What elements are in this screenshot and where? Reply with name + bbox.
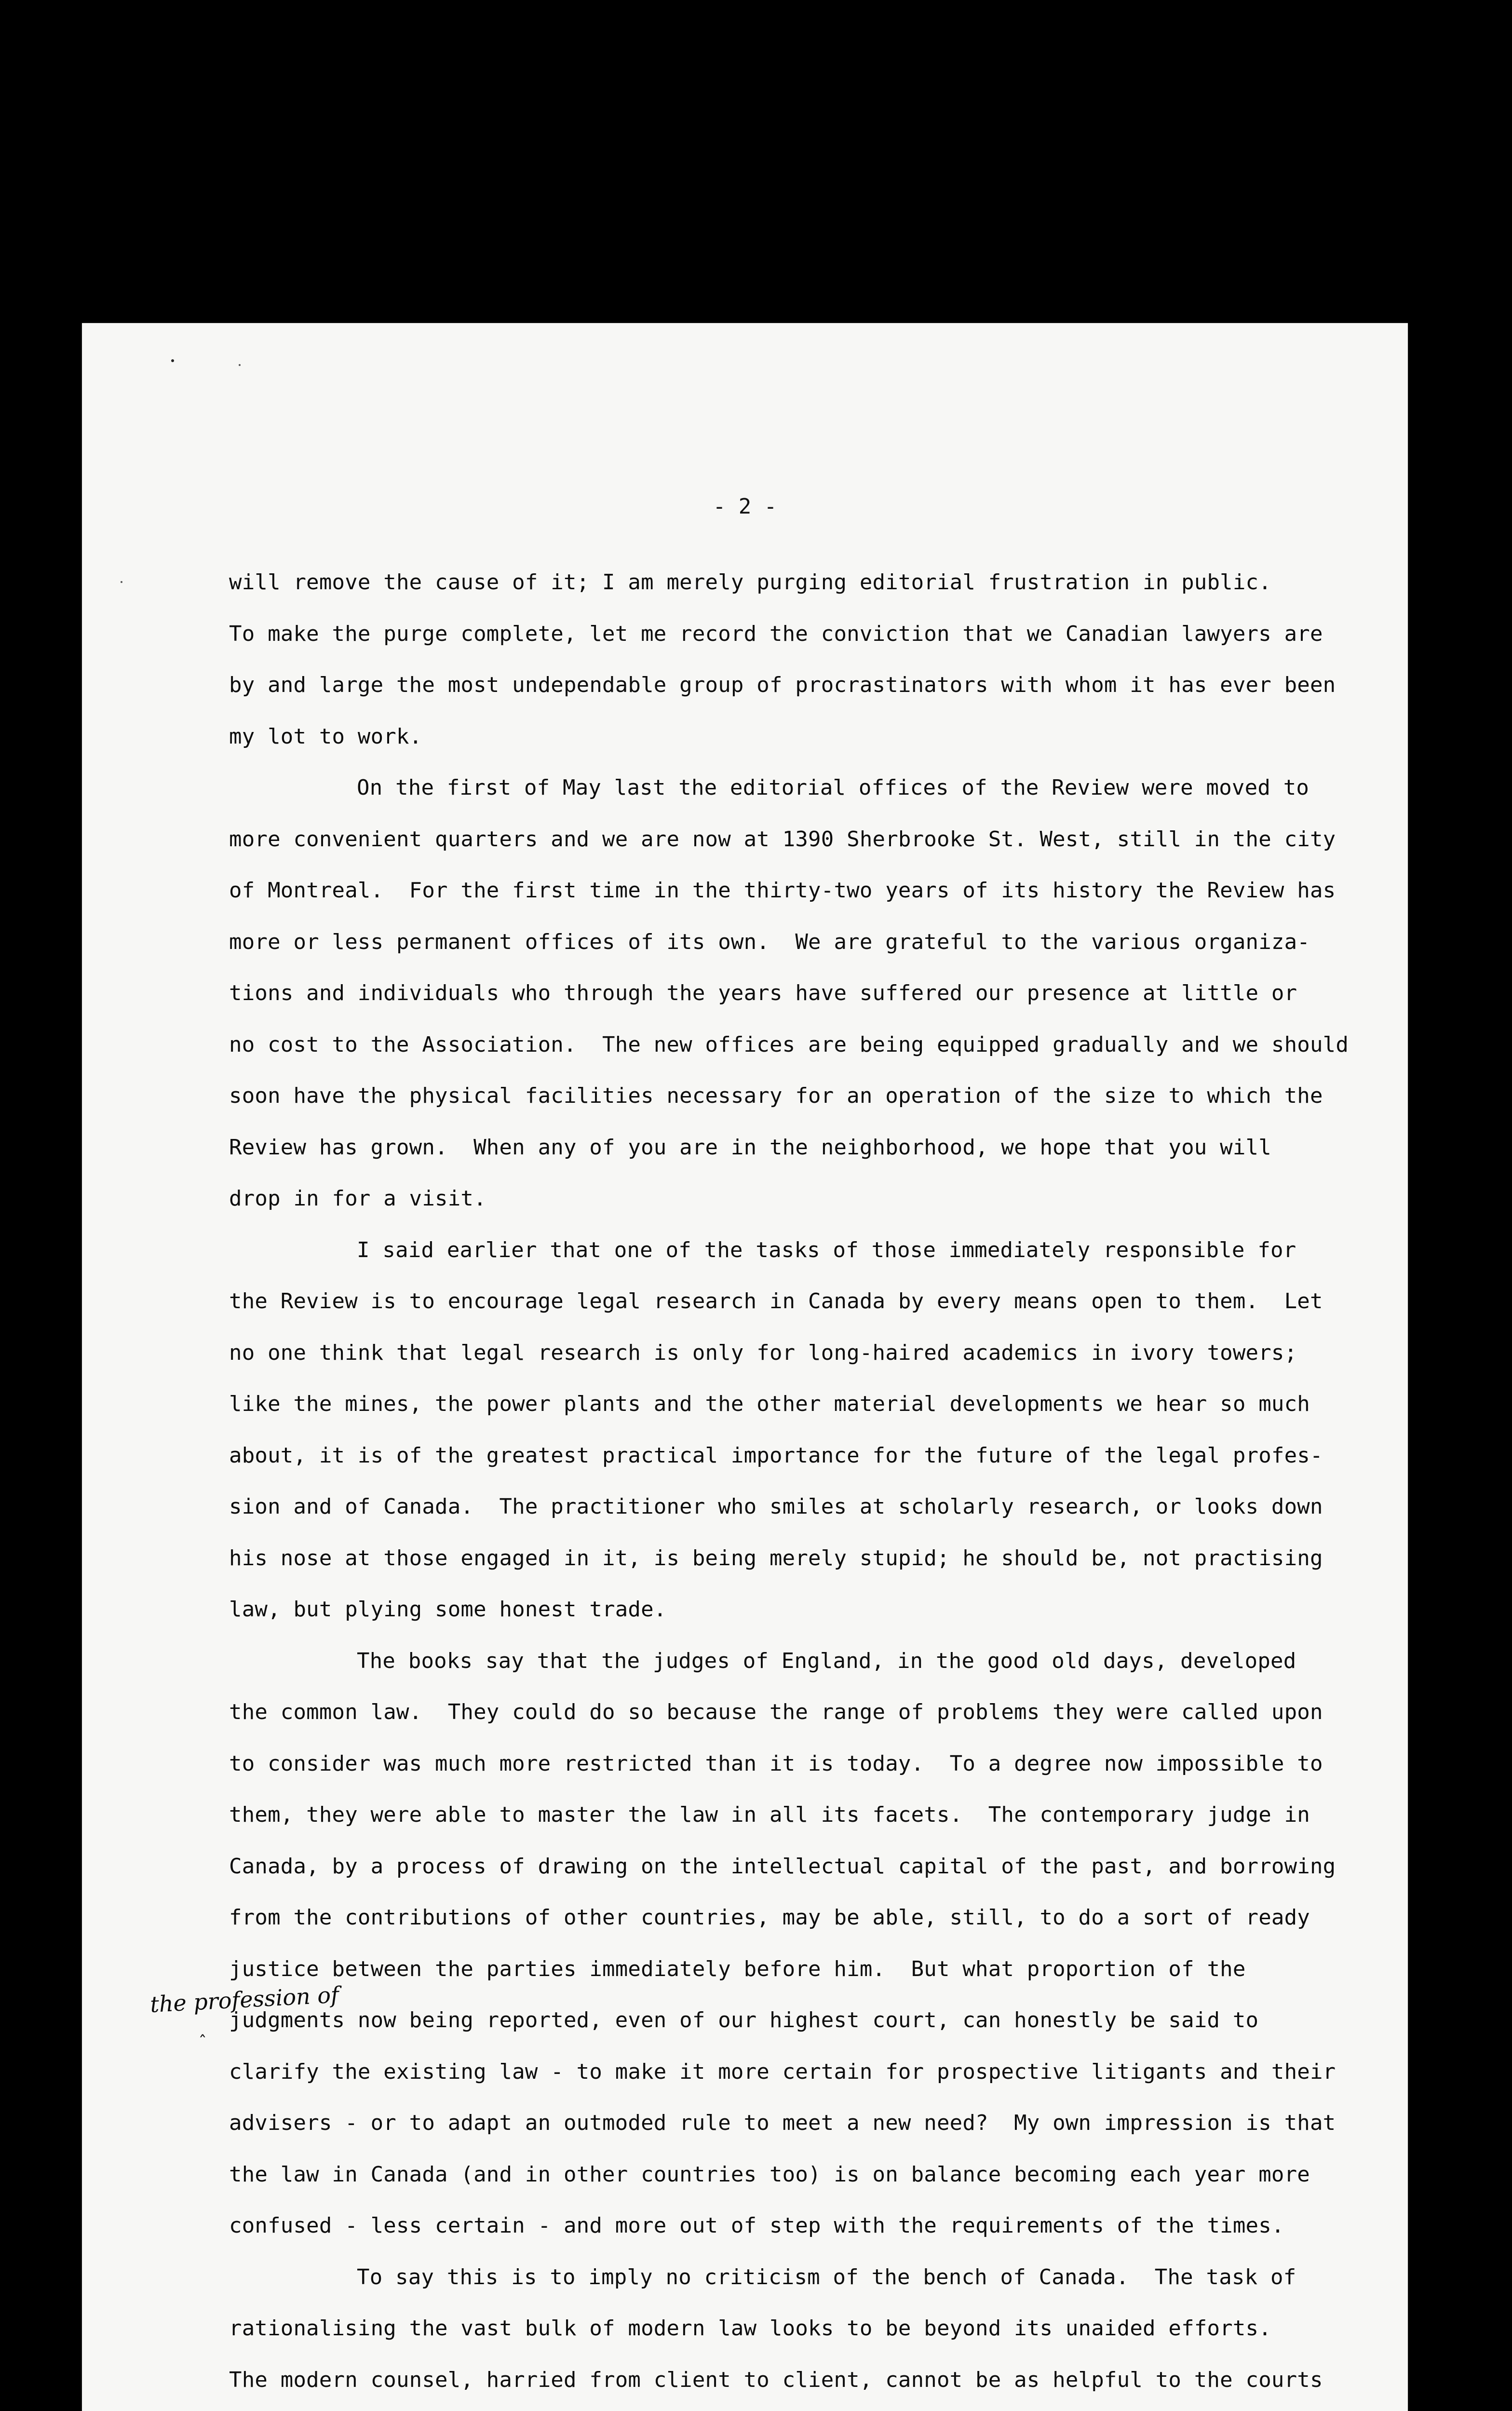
text-line: sion and of Canada. The practitioner who smiles at scholarly research, or looks down — [229, 1494, 1323, 1519]
text-line: more convenient quarters and we are now at 1390 Sherbrooke St. West, still in the city — [229, 826, 1336, 852]
document-body — [229, 557, 1349, 2406]
text-line: The modern counsel, harried from client to client, cannot be as helpful to the courts — [229, 2367, 1323, 2392]
text-line: law, but plying some honest trade. — [229, 1597, 667, 1622]
text-line: his nose at those engaged in it, is being merely stupid; he should be, not practising — [229, 1545, 1323, 1571]
text-line: them, they were able to master the law in all its facets. The contemporary judge in — [229, 1802, 1310, 1827]
text-line: about, it is of the greatest practical importance for the future of the legal profes- — [229, 1443, 1323, 1468]
text-line: Canada, by a process of drawing on the intellectual capital of the past, and borrowing — [229, 1854, 1336, 1879]
text-line: the common law. They could do so because the range of problems they were called upon — [229, 1700, 1323, 1724]
text-line: no one think that legal research is only for long-haired academics in ivory towers; — [229, 1340, 1297, 1365]
document-page — [82, 323, 1408, 2411]
paper-speck — [121, 581, 122, 583]
text-line: To make the purge complete, let me record the conviction that we Canadian lawyers are — [229, 621, 1323, 646]
text-line: like the mines, the power plants and the other material developments we hear so much — [229, 1392, 1310, 1416]
text-line: Review has grown. When any of you are in the neighborhood, we hope that you will — [229, 1135, 1271, 1160]
text-line: by and large the most undependable group of procrastinators with whom it has ever been — [229, 673, 1336, 697]
text-line: no cost to the Association. The new offices are being equipped gradually and we should — [229, 1032, 1349, 1057]
text-line: to consider was much more restricted than it is today. To a degree now impossible to — [229, 1751, 1323, 1776]
text-line: justice between the parties immediately before him. But what proportion of the — [229, 1956, 1246, 1981]
text-line: To say this is to imply no criticism of the bench of Canada. The task of — [357, 2264, 1296, 2289]
paper-speck — [239, 364, 241, 366]
handwritten-margin-note: the profession of — [149, 1981, 340, 2018]
insertion-mark: ˆ — [198, 2032, 208, 2052]
text-line: the law in Canada (and in other countries too) is on balance becoming each year more — [229, 2162, 1310, 2187]
text-line: advisers - or to adapt an outmoded rule to meet a new need? My own impression is that — [229, 2111, 1336, 2135]
text-line: The books say that the judges of England, in the good old days, developed — [357, 1648, 1296, 1673]
text-line: On the first of May last the editorial offices of the Review were moved to — [357, 775, 1310, 800]
text-line: rationalising the vast bulk of modern law looks to be beyond its unaided efforts. — [229, 2316, 1271, 2341]
text-line: soon have the physical facilities necessary for an operation of the size to which the — [229, 1084, 1323, 1108]
text-line: will remove the cause of it; I am merely purging editorial frustration in public. — [229, 570, 1271, 595]
page-number: - 2 - — [713, 494, 777, 519]
text-line: of Montreal. For the first time in the thirty-two years of its history the Review has — [229, 878, 1336, 903]
text-line: more or less permanent offices of its own. We are grateful to the various organiza- — [229, 929, 1310, 954]
text-line: tions and individuals who through the years have suffered our presence at little or — [229, 981, 1297, 1005]
text-line: confused - less certain - and more out of step with the requirements of the times. — [229, 2213, 1284, 2238]
paper-speck — [171, 359, 174, 362]
text-line: from the contributions of other countries, may be able, still, to do a sort of ready — [229, 1905, 1310, 1930]
text-line: drop in for a visit. — [229, 1186, 486, 1211]
text-line: my lot to work. — [229, 724, 422, 749]
text-line: the Review is to encourage legal research in Canada by every means open to them. Let — [229, 1289, 1323, 1314]
text-line: I said earlier that one of the tasks of those immediately responsible for — [357, 1237, 1296, 1262]
text-line: clarify the existing law - to make it more certain for prospective litigants and their — [229, 2059, 1336, 2084]
text-line: judgments now being reported, even of our highest court, can honestly be said to — [229, 2008, 1259, 2032]
